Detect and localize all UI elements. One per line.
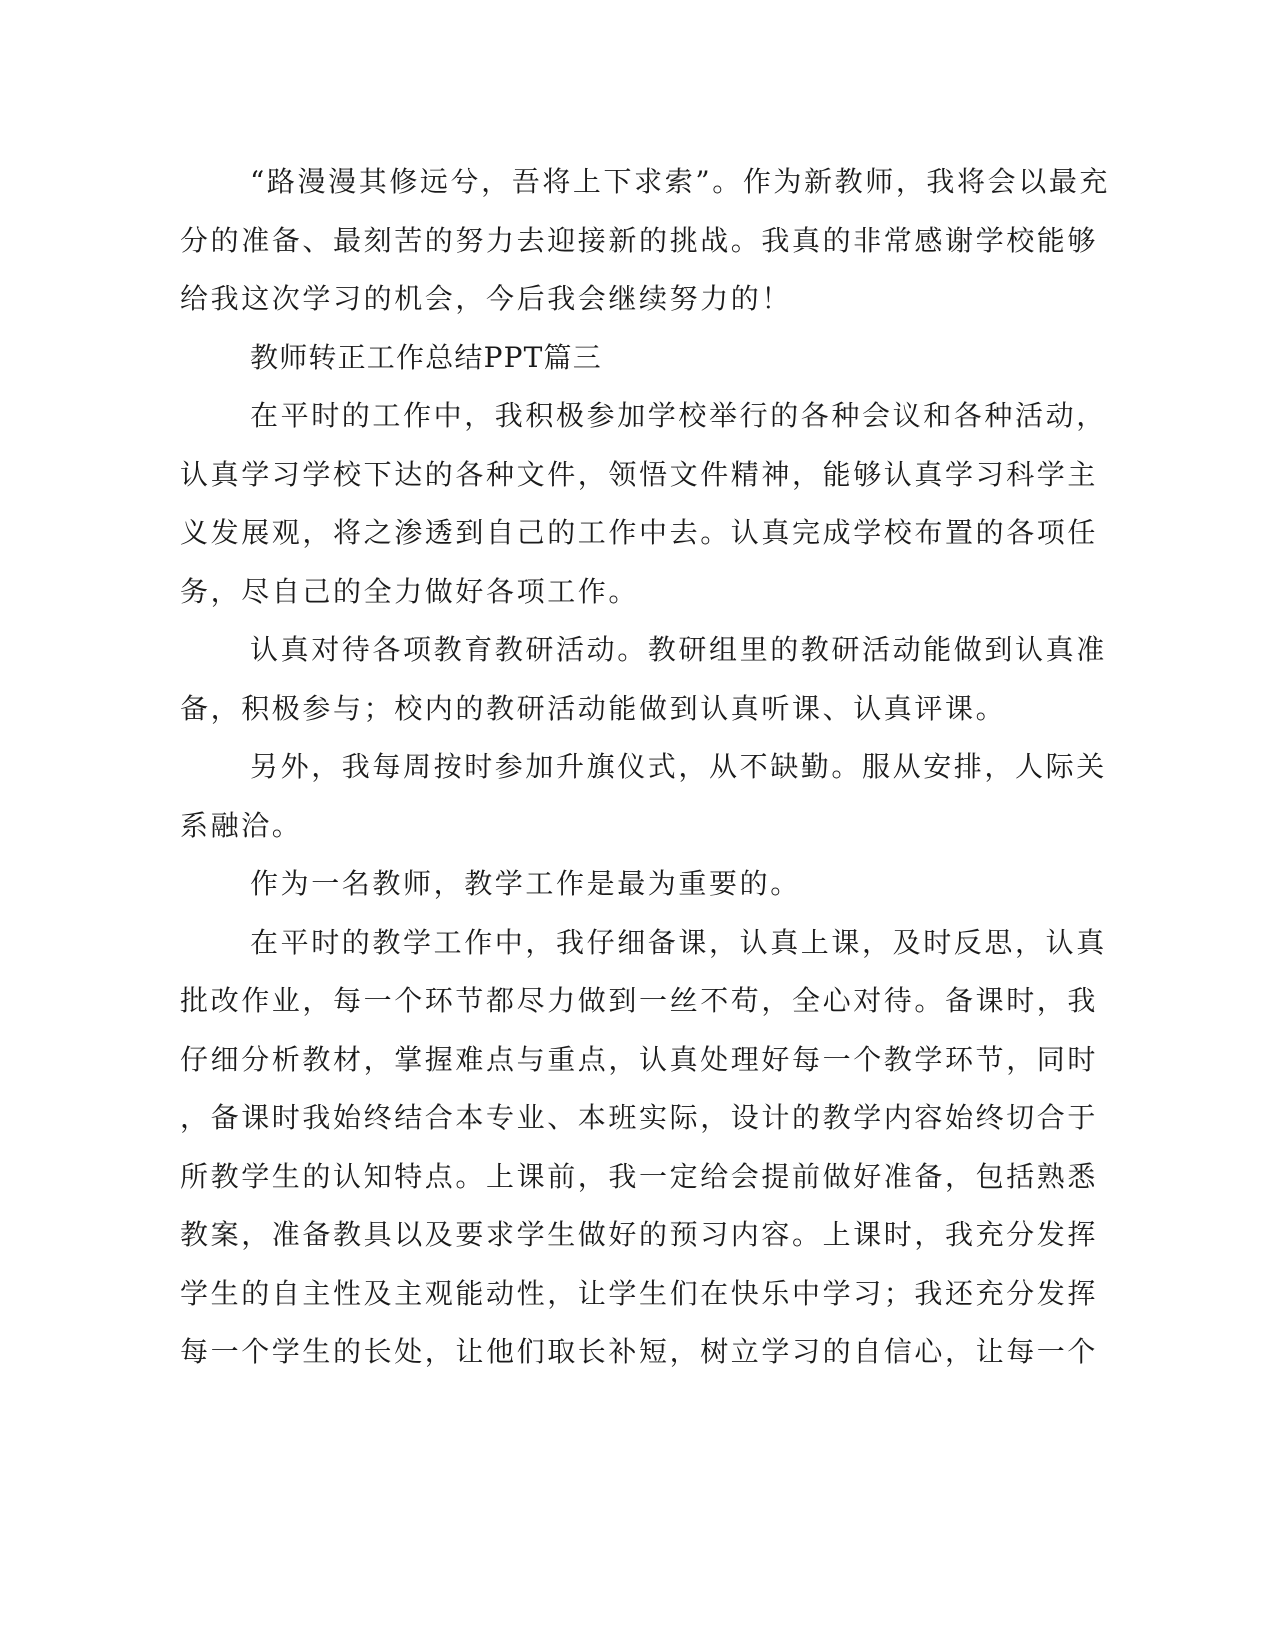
text-line: 仔细分析教材，掌握难点与重点，认真处理好每一个教学环节，同时: [180, 1043, 1099, 1076]
text-line: “路漫漫其修远兮，吾将上下求索”。作为新教师，我将会以最充: [250, 165, 1111, 198]
text-line: 每一个学生的长处，让他们取长补短，树立学习的自信心，让每一个: [180, 1335, 1099, 1368]
text-line: 作为一名教师，教学工作是最为重要的。: [250, 867, 801, 900]
text-line: 备，积极参与；校内的教研活动能做到认真听课、认真评课。: [180, 692, 1007, 725]
text-line: 系融洽。: [180, 809, 303, 842]
section-heading: 教师转正工作总结PPT篇三: [250, 341, 602, 374]
text-line: 学生的自主性及主观能动性，让学生们在快乐中学习；我还充分发挥: [180, 1277, 1099, 1310]
text-line: 给我这次学习的机会，今后我会继续努力的！: [180, 282, 793, 315]
text-line: ，备课时我始终结合本专业、本班实际，设计的教学内容始终切合于: [180, 1101, 1099, 1134]
text-line: 义发展观，将之渗透到自己的工作中去。认真完成学校布置的各项任: [180, 516, 1099, 549]
text-line: 所教学生的认知特点。上课前，我一定给会提前做好准备，包括熟悉: [180, 1160, 1099, 1193]
text-line: 在平时的工作中，我积极参加学校举行的各种会议和各种活动，: [250, 399, 1107, 432]
text-line: 务，尽自己的全力做好各项工作。: [180, 575, 640, 608]
text-line: 批改作业，每一个环节都尽力做到一丝不苟，全心对待。备课时，我: [180, 984, 1099, 1017]
text-line: 另外，我每周按时参加升旗仪式，从不缺勤。服从安排，人际关: [250, 750, 1107, 783]
text-line: 认真学习学校下达的各种文件，领悟文件精神，能够认真学习科学主: [180, 458, 1099, 491]
text-line: 教案，准备教具以及要求学生做好的预习内容。上课时，我充分发挥: [180, 1218, 1099, 1251]
text-line: 分的准备、最刻苦的努力去迎接新的挑战。我真的非常感谢学校能够: [180, 224, 1099, 257]
text-line: 在平时的教学工作中，我仔细备课，认真上课，及时反思，认真: [250, 926, 1107, 959]
text-line: 认真对待各项教育教研活动。教研组里的教研活动能做到认真准: [250, 633, 1107, 666]
